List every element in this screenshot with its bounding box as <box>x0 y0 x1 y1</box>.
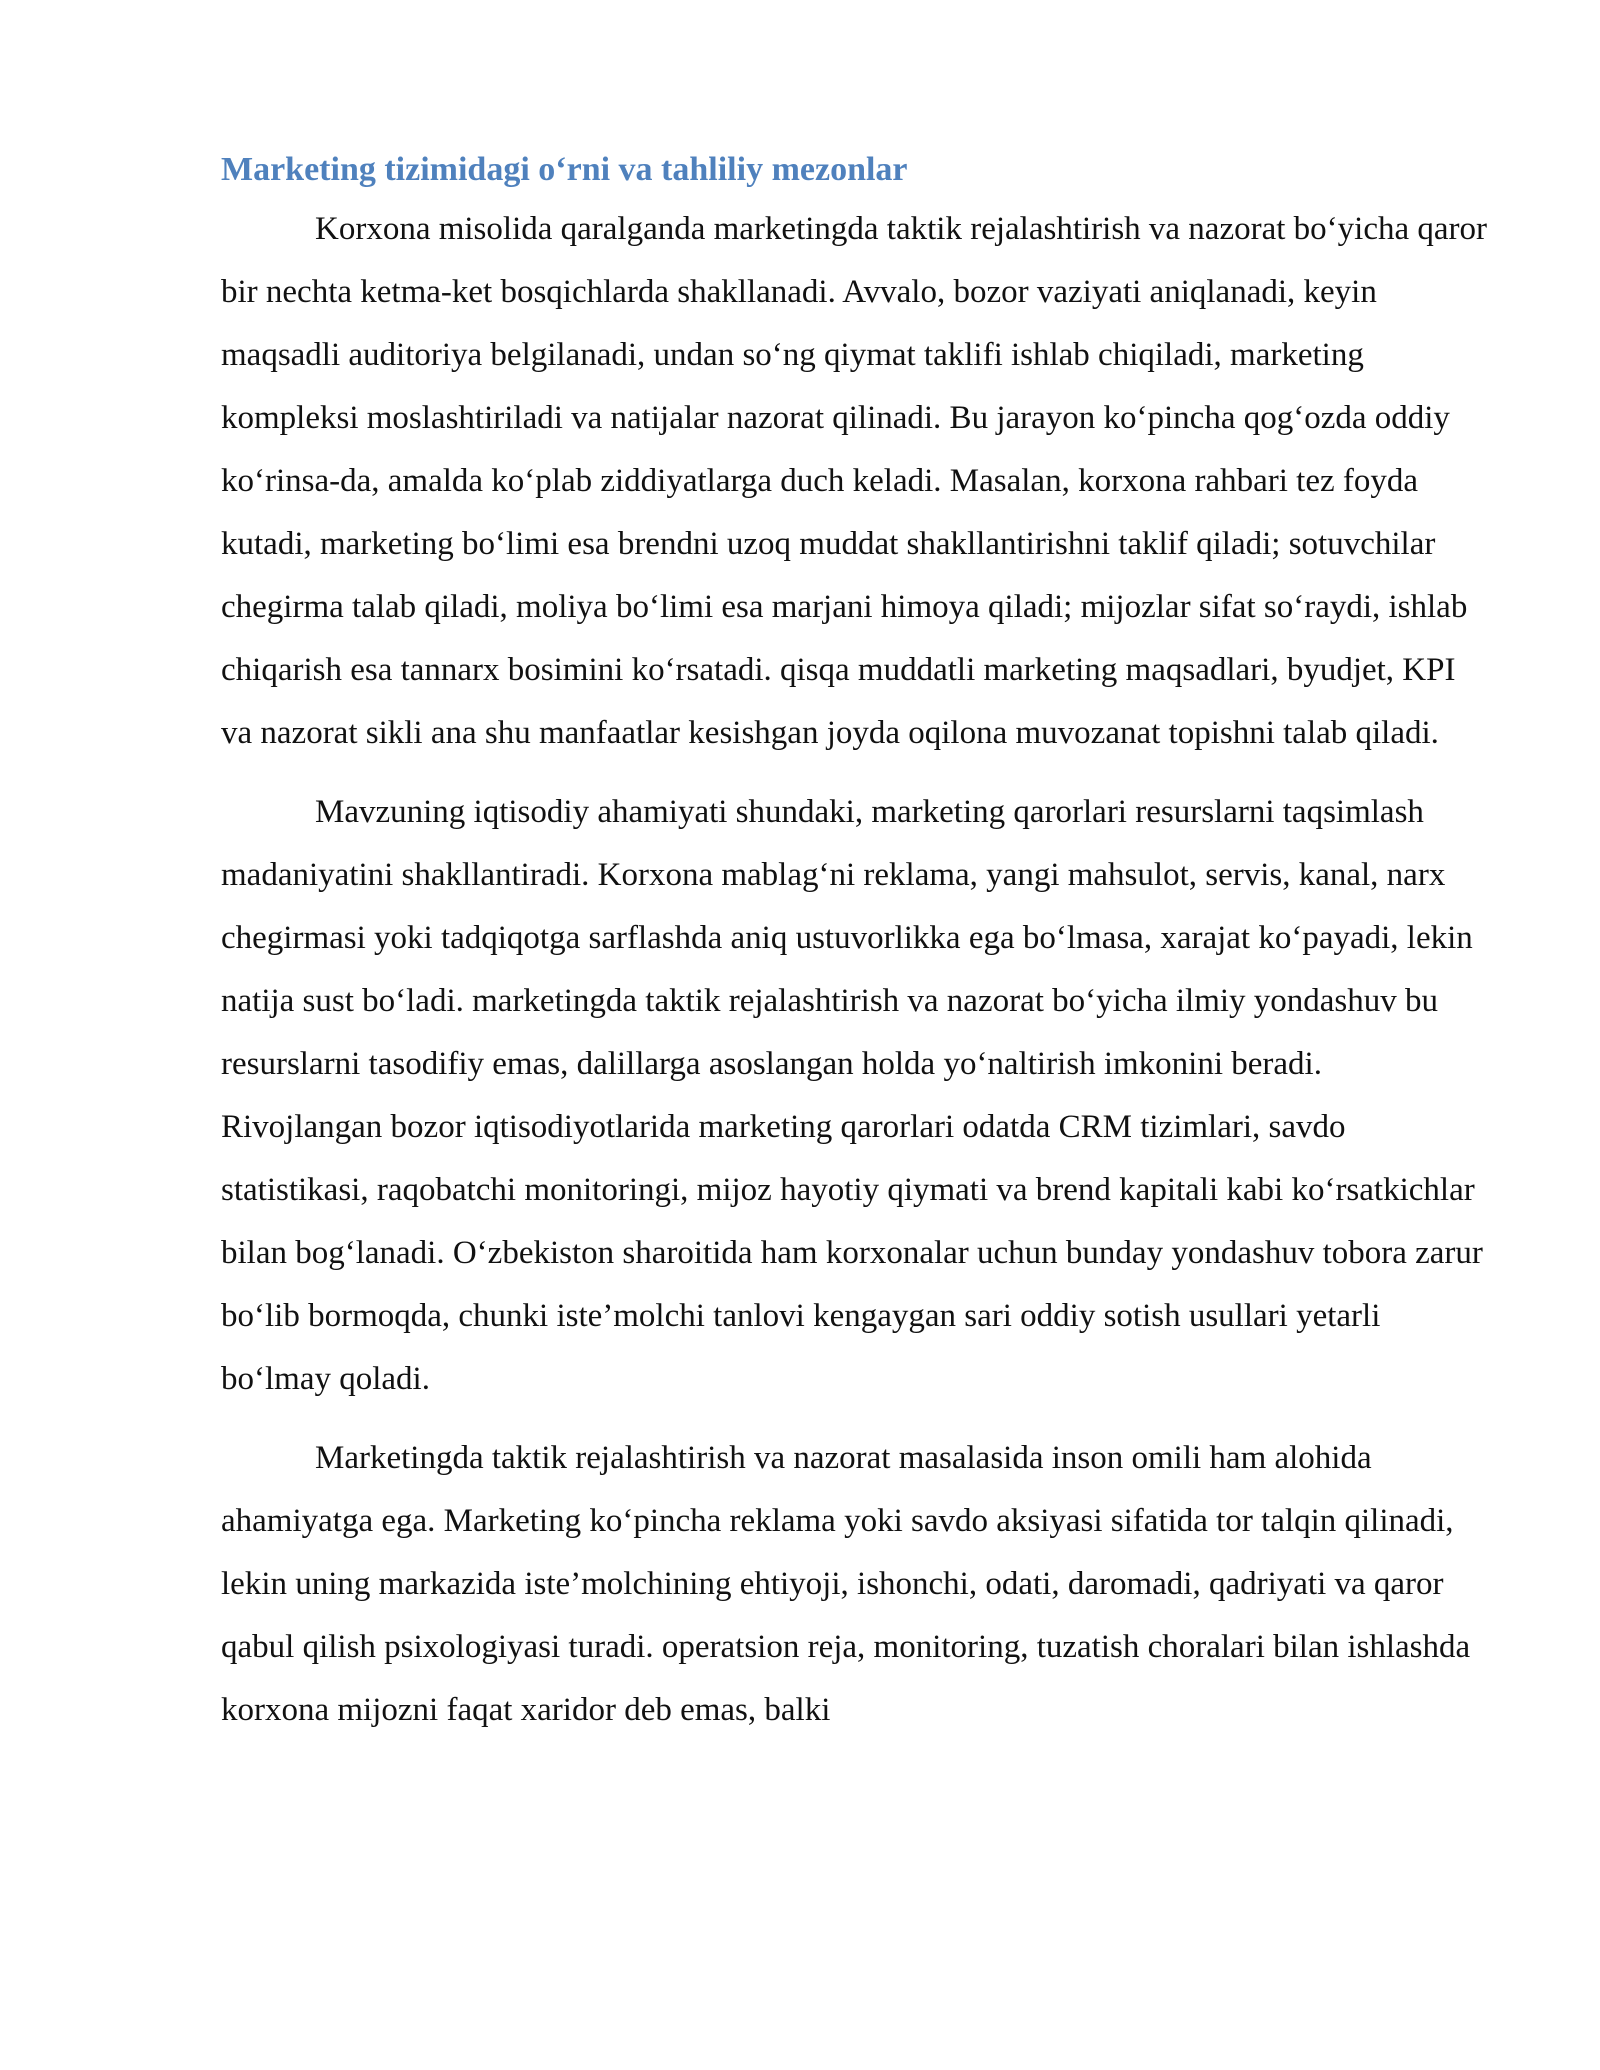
paragraph-1: Korxona misolida qaralganda marketingda taktik rejalashtirish va nazorat bo‘yicha qaror bir nechta ketma-ket bosqichlarda shakllanadi. Avvalo, bozor vaziyati aniqlanadi, keyin maqsadli auditoriya belgilanadi, undan so‘ng qiymat taklifi ishlab chiqiladi, marketing kompleksi moslashtiriladi va natijalar nazorat qilinadi. Bu jarayon ko‘pincha qog‘ozda oddiy ko‘rinsa-da, amalda ko‘plab ziddiyatlarga duch keladi. Masalan, korxona rahbari tez foyda kutadi, marketing bo‘limi esa brendni uzoq muddat shakllantirishni taklif qiladi; sotuvchilar chegirma talab qiladi, moliya bo‘limi esa marjani himoya qiladi; mijozlar sifat so‘raydi, ishlab chiqarish esa tannarx bosimini ko‘rsatadi. qisqa muddatli marketing maqsadlari, byudjet, KPI va nazorat sikli ana shu manfaatlar kesishgan joyda oqilona muvozanat topishni talab qiladi. <box>221 211 1487 751</box>
section-heading: Marketing tizimidagi o‘rni va tahliliy mezonlar <box>221 151 908 188</box>
paragraph-3: Marketingda taktik rejalashtirish va nazorat masalasida inson omili ham alohida ahamiyatga ega. Marketing ko‘pincha reklama yoki savdo aksiyasi sifatida tor talqin qilinadi, lekin uning markazida iste’molchining ehtiyoji, ishonchi, odati, daromadi, qadriyati va qaror qabul qilish psixologiyasi turadi. operatsion reja, monitoring, tuzatish choralari bilan ishlashda korxona mijozni faqat xaridor deb emas, balki <box>221 1440 1471 1728</box>
paragraph-2: Mavzuning iqtisodiy ahamiyati shundaki, marketing qarorlari resurslarni taqsimlash madaniyatini shakllantiradi. Korxona mablag‘ni reklama, yangi mahsulot, servis, kanal, narx chegirmasi yoki tadqiqotga sarflashda aniq ustuvorlikka ega bo‘lmasa, xarajat ko‘payadi, lekin natija sust bo‘ladi. marketingda taktik rejalashtirish va nazorat bo‘yicha ilmiy yondashuv bu resurslarni tasodifiy emas, dalillarga asoslangan holda yo‘naltirish imkonini beradi. Rivojlangan bozor iqtisodiyotlarida marketing qarorlari odatda CRM tizimlari, savdo statistikasi, raqobatchi monitoringi, mijoz hayotiy qiymati va brend kapitali kabi ko‘rsatkichlar bilan bog‘lanadi. O‘zbekiston sharoitida ham korxonalar uchun bunday yondashuv tobora zarur bo‘lib bormoqda, chunki iste’molchi tanlovi kengaygan sari oddiy sotish usullari yetarli bo‘lmay qoladi. <box>221 794 1483 1397</box>
document-body <box>221 146 1491 1758</box>
